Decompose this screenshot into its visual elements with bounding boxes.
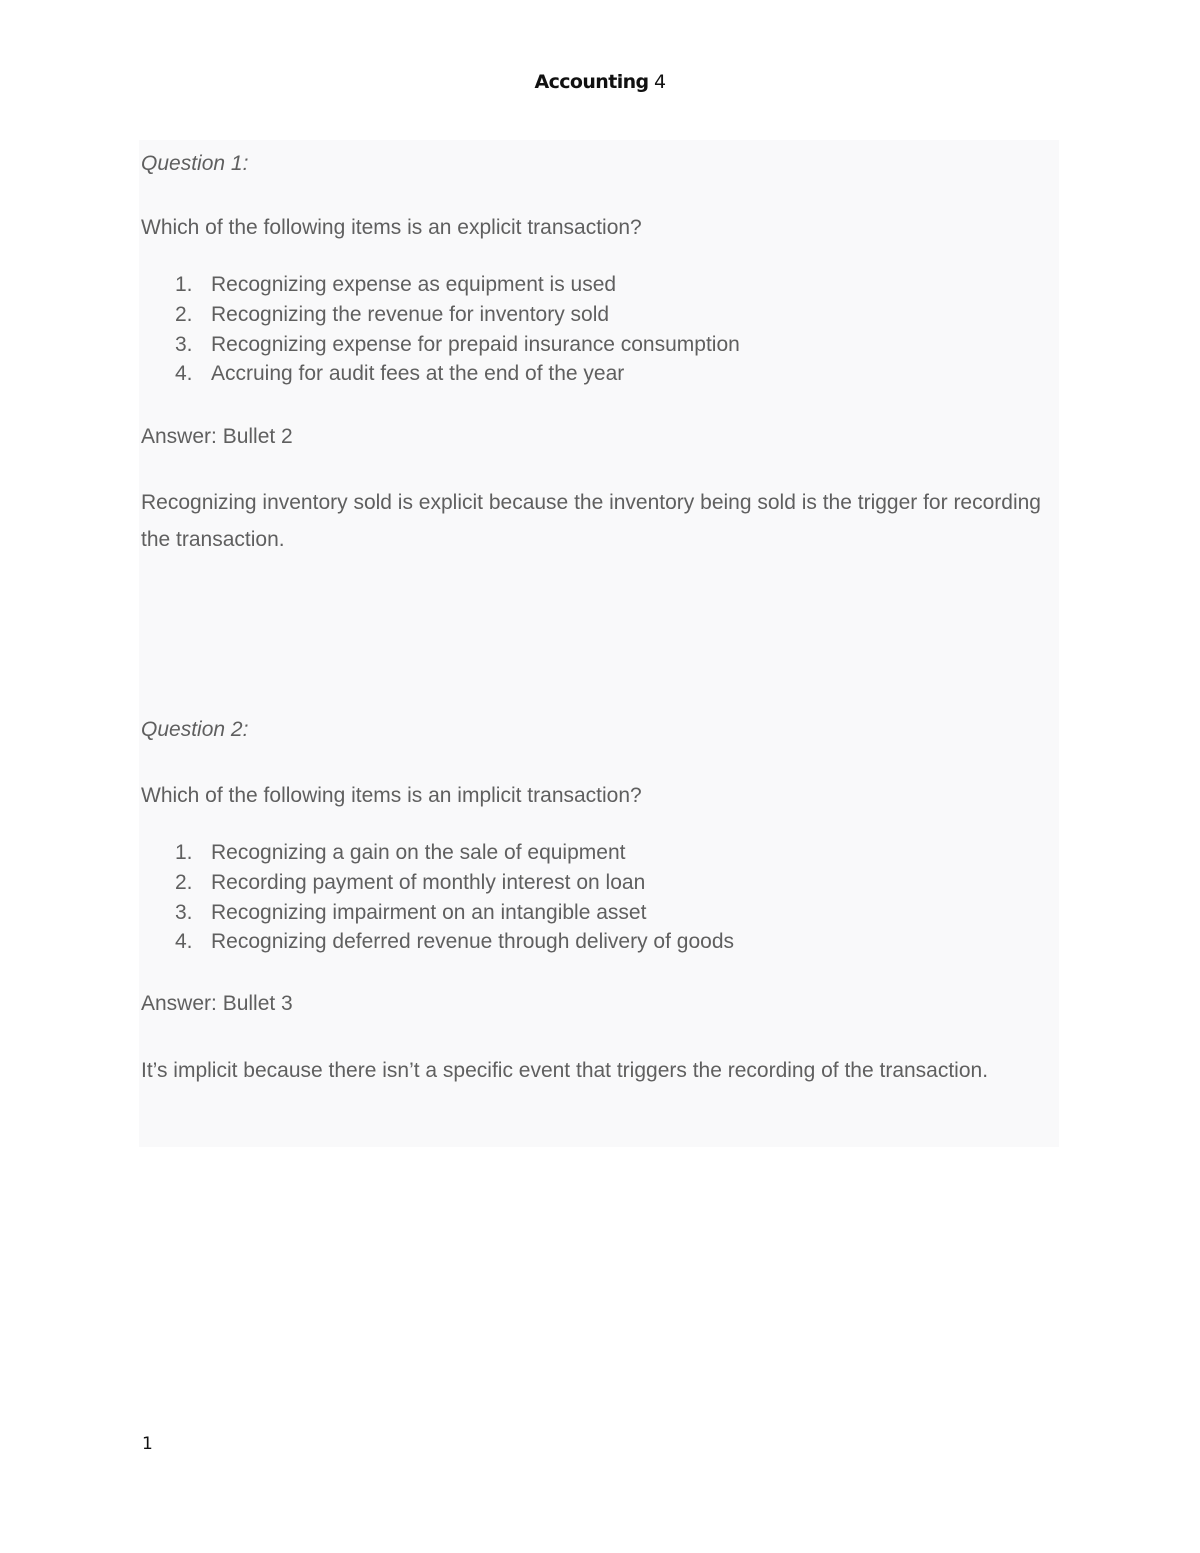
option-text: Accruing for audit fees at the end of the year bbox=[211, 362, 625, 386]
option-number: 2. bbox=[175, 302, 193, 326]
page-title bbox=[0, 71, 1200, 93]
option-number: 4. bbox=[175, 362, 193, 386]
option-item bbox=[175, 359, 740, 389]
option-number: 3. bbox=[175, 900, 193, 924]
question-2-answer: Answer: Bullet 3 bbox=[141, 992, 293, 1015]
option-number: 2. bbox=[175, 870, 193, 894]
option-number: 1. bbox=[175, 273, 193, 296]
option-text: Recognizing expense as equipment is used bbox=[211, 273, 617, 296]
option-text: Recognizing the revenue for inventory sold bbox=[211, 302, 610, 326]
option-text: Recognizing impairment on an intangible asset bbox=[211, 900, 647, 924]
option-item bbox=[175, 838, 734, 868]
option-item bbox=[175, 927, 734, 957]
question-1-answer: Answer: Bullet 2 bbox=[141, 425, 293, 448]
title-text: Accounting bbox=[534, 71, 649, 93]
question-1-explanation: Recognizing inventory sold is explicit because the inventory being sold is the trigger for recording the transaction. bbox=[141, 491, 1041, 551]
option-item bbox=[175, 270, 740, 300]
question-1-heading: Question 1: bbox=[141, 152, 249, 175]
question-2-heading: Question 2: bbox=[141, 718, 249, 741]
question-2-prompt: Which of the following items is an implicit transaction? bbox=[141, 784, 642, 807]
question-1-prompt: Which of the following items is an explicit transaction? bbox=[141, 216, 642, 239]
option-number: 1. bbox=[175, 841, 193, 864]
page-number: 1 bbox=[142, 1434, 153, 1454]
option-item bbox=[175, 300, 740, 330]
option-number: 3. bbox=[175, 332, 193, 356]
option-text: Recognizing expense for prepaid insurance consumption bbox=[211, 332, 740, 356]
option-item bbox=[175, 898, 734, 928]
question-2-explanation: It’s implicit because there isn’t a specific event that triggers the recording of the transaction. bbox=[141, 1059, 989, 1082]
title-number: 4 bbox=[654, 71, 666, 93]
option-text: Recognizing a gain on the sale of equipment bbox=[211, 841, 626, 864]
option-number: 4. bbox=[175, 930, 193, 954]
option-text: Recording payment of monthly interest on loan bbox=[211, 870, 646, 894]
option-item bbox=[175, 330, 740, 360]
option-item bbox=[175, 868, 734, 898]
option-text: Recognizing deferred revenue through delivery of goods bbox=[211, 930, 735, 954]
question-1-options bbox=[175, 270, 740, 389]
question-2-options bbox=[175, 838, 734, 957]
